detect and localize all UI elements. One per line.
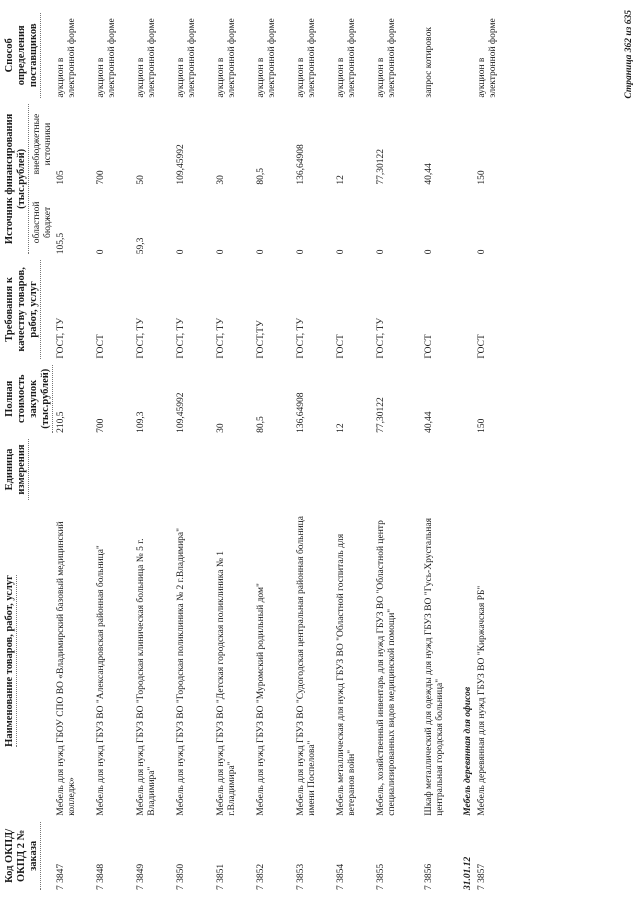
row-unit [135, 436, 175, 503]
page-number: Страница 362 из 635 [624, 10, 634, 99]
table-row [255, 10, 295, 893]
row-unit [295, 436, 335, 503]
row-requirements: ГОСТ, ТУ [296, 317, 307, 359]
row-code: 7 3850 [176, 863, 187, 890]
row-offbudget: 12 [336, 175, 347, 185]
header-unit: Единица измерения [4, 436, 55, 503]
section-title: Мебель деревянная для офисов [463, 686, 474, 816]
row-total: 30 [216, 423, 227, 433]
row-method: аукцион в электронной форме [336, 18, 358, 98]
row-requirements: ГОСТ [477, 334, 488, 359]
row-code: 7 3853 [296, 863, 307, 890]
header-method: Способ определения поставщиков [4, 10, 55, 101]
procurement-table [4, 10, 516, 893]
table-row [175, 10, 215, 893]
row-method: аукцион в электронной форме [136, 18, 158, 98]
row-method: аукцион в электронной форме [256, 18, 278, 98]
row-name: Мебель для нужд ГБУЗ ВО "Детская городская поликлиника № 1 г.Владимира" [216, 550, 238, 816]
table-row [135, 10, 175, 893]
row-code: 7 3851 [216, 863, 227, 890]
row-regional: 59,3 [136, 237, 147, 255]
row-method: аукцион в электронной форме [216, 18, 238, 98]
row-name: Мебель металлическая для нужд ГБУЗ ВО "Областной госпиталь для ветеранов войн" [336, 533, 358, 816]
table-row [215, 10, 255, 893]
row-requirements: ГОСТ, ТУ [216, 317, 227, 359]
row-unit [423, 436, 463, 503]
header-name: Наименование товаров, работ, услуг [4, 503, 55, 819]
row-total: 80,5 [256, 416, 267, 433]
row-requirements: ГОСТ [96, 334, 107, 359]
row-name: Мебель для нужд ГБОУ СПО ВО «Владимирский базовый медицинский колледж» [56, 521, 78, 816]
row-name: Мебель деревянная для нужд ГБУЗ ВО "Киржачская РБ" [477, 585, 488, 816]
table-row [423, 10, 463, 893]
row-total: 40,44 [424, 411, 435, 433]
row-name: Мебель для нужд ГБУЗ ВО "Судогодская центральная районная больница имени Поспелова" [296, 516, 318, 816]
header-funding-source: Источник финансирования (тыс.рублей) [4, 101, 32, 258]
row-unit [175, 436, 215, 503]
row-name: Мебель для нужд ГБУЗ ВО "Александровская районная больница" [96, 545, 107, 816]
row-regional: 0 [424, 249, 435, 255]
row-regional: 0 [477, 249, 488, 255]
row-requirements: ГОСТ [424, 334, 435, 359]
row-code: 7 3857 [477, 863, 488, 890]
row-regional: 0 [176, 249, 187, 255]
row-method: аукцион в электронной форме [296, 18, 318, 98]
section-code: 31.01.12 [463, 856, 474, 890]
row-regional: 105,5 [56, 232, 67, 255]
row-unit [255, 436, 295, 503]
row-requirements: ГОСТ, ТУ [56, 317, 67, 359]
header-requirements: Требования к качеству товаров, работ, услуг [4, 257, 55, 361]
row-unit [215, 436, 255, 503]
header-code: Код ОКПД/ ОКПД 2 № заказа [4, 819, 55, 893]
row-method: запрос котировок [424, 27, 435, 98]
row-method: аукцион в электронной форме [56, 18, 78, 98]
header-total: Полная стоимость закупок (тыс.рублей) [4, 362, 55, 436]
row-unit [476, 436, 516, 503]
row-offbudget: 50 [136, 175, 147, 185]
row-code: 7 3849 [136, 863, 147, 890]
row-offbudget: 105 [56, 170, 67, 185]
row-offbudget: 700 [96, 170, 107, 185]
row-total: 12 [336, 423, 347, 433]
row-code: 7 3854 [336, 863, 347, 890]
row-offbudget: 109,45992 [176, 144, 187, 185]
row-regional: 0 [96, 249, 107, 255]
row-unit [375, 436, 423, 503]
table-row [375, 10, 423, 893]
row-offbudget: 30 [216, 175, 227, 185]
row-name: Шкаф металлический для одежды для нужд ГБУЗ ВО "Гусь-Хрустальная центральная городская больница" [424, 518, 446, 816]
table-row [55, 10, 95, 893]
row-unit [55, 436, 95, 503]
row-code: 7 3847 [56, 863, 67, 890]
row-total: 109,3 [136, 411, 147, 433]
row-regional: 0 [216, 249, 227, 255]
row-code: 7 3852 [256, 863, 267, 890]
row-offbudget: 80,5 [256, 167, 267, 185]
row-total: 136,64908 [296, 392, 307, 433]
row-name: Мебель для нужд ГБУЗ ВО "Городская поликлиника № 2 г.Владимира" [176, 528, 187, 816]
row-total: 109,45992 [176, 392, 187, 433]
row-regional: 0 [256, 249, 267, 255]
row-method: аукцион в электронной форме [477, 18, 499, 98]
row-total: 210,5 [56, 411, 67, 433]
table-row [335, 10, 375, 893]
row-name: Мебель для нужд ГБУЗ ВО "Муромский родильный дом" [256, 583, 267, 816]
row-unit [95, 436, 135, 503]
row-regional: 0 [336, 249, 347, 255]
table-row [295, 10, 335, 893]
table-row [476, 10, 516, 893]
row-unit [335, 436, 375, 503]
row-offbudget: 150 [477, 170, 488, 185]
row-method: аукцион в электронной форме [176, 18, 198, 98]
row-total: 150 [477, 418, 488, 433]
row-regional: 0 [296, 249, 307, 255]
row-code: 7 3856 [424, 863, 435, 890]
header-offbudget: внебюджетные источники [31, 113, 53, 175]
section-row [463, 10, 476, 893]
row-requirements: ГОСТ, ТУ [176, 317, 187, 359]
row-code: 7 3855 [376, 863, 387, 890]
row-name: Мебель для нужд ГБУЗ ВО "Городская клиническая больница № 5 г. Владимира" [136, 538, 158, 816]
row-offbudget: 136,64908 [296, 144, 307, 185]
row-requirements: ГОСТ, ТУ [136, 317, 147, 359]
row-method: аукцион в электронной форме [96, 18, 118, 98]
row-requirements: ГОСТ [336, 334, 347, 359]
row-regional: 0 [376, 249, 387, 255]
row-name: Мебель, хозяйственный инвентарь для нужд ГБУЗ ВО "Областной центр специализированных видов медицинской помощи" [376, 520, 398, 816]
table-row [95, 10, 135, 893]
row-offbudget: 77,30122 [376, 148, 387, 185]
row-offbudget: 40,44 [424, 163, 435, 185]
row-total: 77,30122 [376, 397, 387, 433]
row-requirements: ГОСТ,ТУ [256, 320, 267, 359]
header-regional-budget: областной бюджет [31, 201, 53, 244]
row-method: аукцион в электронной форме [376, 18, 398, 98]
row-code: 7 3848 [96, 863, 107, 890]
row-total: 700 [96, 418, 107, 433]
row-requirements: ГОСТ, ТУ [376, 317, 387, 359]
